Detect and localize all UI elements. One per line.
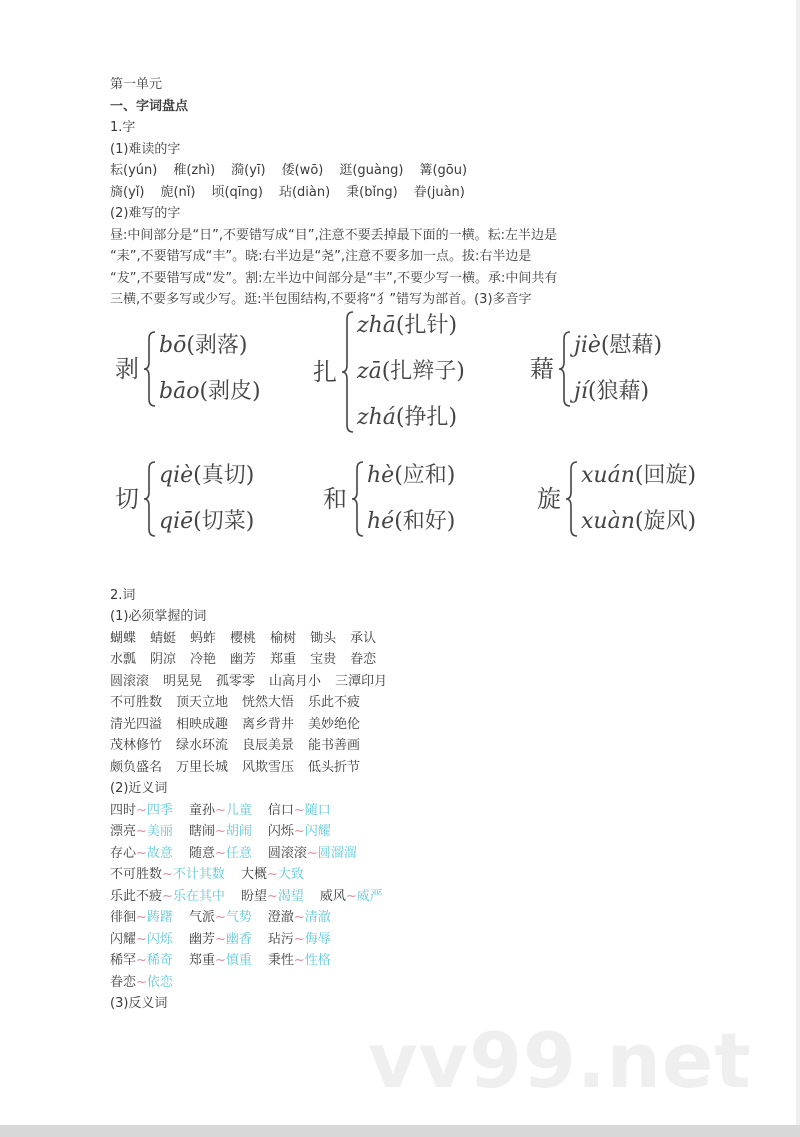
synonym-match: 儿童 [225, 802, 252, 818]
synonym-pair [110, 950, 173, 972]
word-row [110, 757, 710, 779]
hard-read-char: 玷(diàn) [278, 184, 331, 200]
example-word: (剥落) [186, 332, 248, 358]
synonym-pair [110, 929, 173, 951]
tilde-separator: ~ [162, 888, 173, 904]
synonym-word: 乐此不疲 [110, 888, 163, 904]
example-word: (扎辫子) [381, 358, 465, 384]
tilde-separator: ~ [136, 824, 147, 839]
word-item: 风欺雪压 [242, 759, 295, 775]
synonym-pair [110, 907, 173, 929]
example-word: (真切) [193, 462, 255, 488]
example-word: (挣扎) [395, 404, 458, 430]
tilde-separator: ~ [214, 824, 226, 839]
synonym-word: 幽芳 [188, 931, 215, 947]
synonym-match: 胡闹 [225, 824, 252, 839]
synonym-match: 圆溜溜 [317, 845, 357, 861]
word-item: 宝贵 [310, 652, 337, 667]
synonym-word: 童孙 [188, 802, 215, 818]
word-item: 樱桃 [230, 630, 257, 646]
word-item: 绿水环流 [176, 738, 229, 753]
synonym-word: 稀罕 [110, 953, 137, 968]
word-item: 山高月小 [269, 673, 322, 689]
synonym-pair [189, 821, 252, 843]
synonym-word: 澄澈 [267, 910, 294, 925]
polyphone-reading [159, 507, 254, 537]
synonym-row [110, 821, 710, 843]
pinyin: hé [367, 508, 395, 534]
word-item: 相映成趣 [176, 716, 229, 732]
hard-write-line: “耒”,不要错写成“丰”。晓:右半边是“尧”,注意不要多加一点。拔:右半边是 [110, 249, 532, 264]
word-item: 眷恋 [350, 652, 377, 667]
tilde-separator: ~ [136, 910, 147, 925]
word-item: 蜻蜓 [150, 630, 177, 646]
tilde-separator: ~ [214, 910, 226, 925]
word-row [110, 649, 710, 671]
synonym-word: 大概 [240, 867, 267, 882]
synonym-pair [110, 886, 225, 908]
pinyin: jí [574, 378, 588, 404]
polyphone-reading [581, 507, 696, 537]
must-know-heading: (1)必须掌握的词 [110, 609, 207, 624]
word-item: 承认 [350, 630, 377, 646]
hard-read-char: 顷(qīng) [211, 184, 263, 200]
watermark: vv99.net [368, 1016, 752, 1105]
synonym-pair [268, 843, 357, 865]
polyphone-char: 和 [323, 484, 347, 513]
hard-read-row [110, 182, 710, 204]
synonym-pair [110, 843, 173, 865]
words-heading: 2.词 [110, 587, 136, 603]
synonym-match: 美丽 [146, 824, 173, 839]
polyphone-reading [357, 311, 457, 341]
pinyin: hè [367, 462, 395, 488]
polyphone-reading [159, 377, 261, 407]
word-row [110, 714, 710, 736]
synonym-row [110, 907, 710, 929]
hard-read-char: 秉(bǐng) [346, 184, 398, 200]
hard-read-char: 眷(juàn) [413, 184, 465, 200]
polyphone-reading [159, 331, 248, 361]
synonym-match: 四季 [146, 802, 173, 818]
word-item: 圆滚滚 [110, 673, 150, 689]
synonyms-heading: (2)近义词 [110, 781, 168, 796]
word-item: 良辰美景 [242, 738, 295, 753]
hard-read-char: 篝(gōu) [419, 163, 468, 178]
pinyin: zā [357, 358, 382, 384]
synonym-match: 任意 [225, 845, 252, 861]
synonym-match: 故意 [146, 845, 173, 861]
hard-write-line: “犮”,不要错写成“发”。割:左半边中间部分是“丰”,不要少写一横。承:中间共有 [110, 270, 558, 286]
word-item: 水瓢 [110, 652, 137, 667]
word-item: 能书善画 [308, 738, 361, 753]
word-item: 阴凉 [150, 652, 177, 667]
synonym-pair [241, 864, 304, 886]
synonym-match: 侮辱 [304, 931, 331, 947]
brace-icon [351, 461, 365, 537]
synonym-row [110, 972, 710, 994]
tilde-separator: ~ [214, 953, 226, 968]
tilde-separator: ~ [136, 802, 147, 818]
pinyin: zhā [357, 312, 396, 338]
synonym-match: 稀奇 [146, 953, 173, 968]
synonym-row [110, 886, 710, 908]
synonym-match: 踌躇 [146, 910, 173, 925]
brace-icon [143, 331, 157, 407]
synonym-word: 闪耀 [110, 931, 137, 947]
pinyin: zhá [357, 404, 396, 430]
example-word: (扎针) [395, 312, 458, 338]
pinyin: jiè [574, 332, 601, 358]
tilde-separator: ~ [293, 910, 305, 925]
example-word: (慰藉) [600, 332, 663, 358]
synonym-word: 玷污 [267, 931, 294, 947]
brace-icon [558, 331, 572, 407]
polyphone-char: 藉 [530, 354, 554, 383]
antonyms-heading: (3)反义词 [110, 996, 168, 1011]
synonym-row [110, 843, 710, 865]
synonym-pair [268, 907, 331, 929]
synonym-row [110, 864, 710, 886]
hard-write-line: 昼:中间部分是“日”,不要错写成“目”,注意不要丢掉最下面的一横。耘:左半边是 [110, 227, 557, 243]
synonym-word: 盼望 [240, 888, 267, 904]
polyphone-reading [357, 357, 465, 387]
synonym-word: 瞎闹 [188, 824, 215, 839]
synonym-word: 圆滚滚 [267, 845, 307, 861]
pinyin: qiè [159, 462, 194, 488]
word-item: 离乡背井 [242, 716, 295, 732]
synonym-row [110, 929, 710, 951]
word-item: 蝴蝶 [110, 630, 137, 646]
hard-read-heading: (1)难读的字 [110, 141, 181, 157]
tilde-separator: ~ [293, 931, 305, 947]
pinyin: bāo [159, 378, 200, 404]
word-item: 孤零零 [216, 673, 256, 689]
unit-title: 第一单元 [110, 77, 163, 92]
synonym-pair [110, 821, 173, 843]
polyphone-reading [367, 507, 455, 537]
synonym-pair [110, 972, 173, 994]
word-row [110, 628, 710, 650]
tilde-separator: ~ [136, 931, 147, 947]
pinyin: bō [159, 332, 187, 358]
word-item: 幽芳 [230, 652, 257, 667]
polyphone-char: 扎 [313, 357, 337, 386]
synonym-match: 随口 [304, 802, 331, 818]
synonym-match: 气势 [225, 910, 252, 925]
tilde-separator: ~ [162, 867, 173, 882]
word-item: 榆树 [270, 630, 297, 646]
example-word: (和好) [394, 508, 456, 534]
synonyms-list [110, 800, 710, 994]
tilde-separator: ~ [293, 802, 305, 818]
word-item: 郑重 [270, 652, 297, 667]
word-item: 冷艳 [190, 652, 217, 667]
synonym-word: 威风 [319, 888, 346, 904]
word-item: 三潭印月 [335, 673, 388, 689]
pinyin: qiē [159, 508, 194, 534]
tilde-separator: ~ [136, 845, 147, 861]
synonym-word: 郑重 [188, 953, 215, 968]
hard-read-char: 稚(zhì) [173, 163, 216, 178]
tilde-separator: ~ [306, 845, 318, 861]
hard-write-line: 三横,不要多写或少写。逛:半包围结构,不要将“犭”错写为部首。(3)多音字 [110, 292, 532, 307]
synonym-match: 威严 [356, 888, 383, 904]
synonym-match: 闪烁 [146, 931, 173, 947]
tilde-separator: ~ [293, 824, 305, 839]
page-bottom-edge [0, 1125, 800, 1137]
word-item: 万里长城 [176, 759, 229, 775]
hard-write-paragraph [110, 225, 650, 311]
synonym-pair [189, 907, 252, 929]
synonym-pair [110, 800, 173, 822]
synonym-match: 慎重 [225, 953, 252, 968]
brace-icon [143, 461, 157, 537]
word-item: 顶天立地 [176, 695, 229, 710]
synonym-match: 性格 [304, 953, 331, 968]
pinyin: xuán [581, 462, 635, 488]
polyphone-char: 切 [115, 484, 139, 513]
synonym-match: 闪耀 [304, 824, 331, 839]
hard-read-char: 倭(wō) [281, 163, 324, 178]
word-item: 美妙绝伦 [308, 716, 361, 732]
page-right-edge [796, 0, 800, 1137]
synonym-word: 闪烁 [267, 824, 294, 839]
polyphone-reading [367, 461, 455, 491]
synonym-match: 不计其数 [172, 867, 225, 882]
synonym-pair [268, 800, 331, 822]
tilde-separator: ~ [293, 953, 305, 968]
polyphone-char: 剥 [115, 354, 139, 383]
brace-icon [341, 311, 355, 433]
word-row [110, 692, 710, 714]
section-title: 一、字词盘点 [110, 98, 189, 114]
tilde-separator: ~ [214, 931, 226, 947]
synonym-word: 眷恋 [110, 974, 137, 990]
example-word: (回旋) [634, 462, 697, 488]
word-row [110, 671, 710, 693]
tilde-separator: ~ [345, 888, 357, 904]
polyphone-reading [574, 331, 662, 361]
word-item: 低头折节 [308, 759, 361, 775]
synonym-pair [268, 929, 331, 951]
synonym-row [110, 800, 710, 822]
word-item: 茂林修竹 [110, 738, 163, 753]
brace-icon [565, 461, 579, 537]
synonym-pair [189, 843, 252, 865]
hard-read-char: 旎(nǐ) [160, 184, 196, 200]
synonym-pair [268, 950, 331, 972]
synonym-pair [189, 800, 252, 822]
hard-read-char: 漪(yī) [231, 163, 266, 178]
synonym-pair [189, 929, 252, 951]
synonym-match: 幽香 [225, 931, 252, 947]
pinyin: xuàn [581, 508, 635, 534]
example-word: (剥皮) [199, 378, 261, 404]
tilde-separator: ~ [214, 845, 226, 861]
hard-read-char: 逛(guàng) [339, 163, 404, 178]
synonym-pair [320, 886, 383, 908]
tilde-separator: ~ [214, 802, 226, 818]
tilde-separator: ~ [266, 888, 278, 904]
polyphone-reading [357, 403, 457, 433]
hard-write-heading: (2)难写的字 [110, 206, 181, 221]
word-item: 清光四溢 [110, 716, 163, 732]
tilde-separator: ~ [136, 953, 147, 968]
synonym-word: 气派 [188, 910, 215, 925]
word-item: 蚂蚱 [190, 630, 217, 646]
polyphone-reading [581, 461, 696, 491]
chars-heading: 1.字 [110, 120, 136, 135]
example-word: (狼藉) [587, 378, 650, 404]
synonym-match: 清澈 [304, 910, 331, 925]
synonym-pair [268, 821, 331, 843]
word-item: 乐此不疲 [308, 695, 361, 710]
synonym-word: 秉性 [267, 953, 294, 968]
word-item: 颇负盛名 [110, 759, 163, 775]
word-item: 明晃晃 [163, 673, 203, 689]
synonym-pair [189, 950, 252, 972]
example-word: (旋风) [634, 508, 697, 534]
synonym-word: 不可胜数 [110, 867, 163, 882]
example-word: (切菜) [193, 508, 255, 534]
synonym-match: 大致 [277, 867, 304, 882]
word-item: 恍然大悟 [242, 695, 295, 710]
synonym-match: 渴望 [277, 888, 304, 904]
hard-read-list [110, 160, 710, 203]
word-item: 不可胜数 [110, 695, 163, 710]
synonym-word: 四时 [110, 802, 137, 818]
hard-read-row [110, 160, 710, 182]
tilde-separator: ~ [266, 867, 278, 882]
tilde-separator: ~ [136, 974, 147, 990]
example-word: (应和) [394, 462, 456, 488]
synonym-word: 漂亮 [110, 824, 137, 839]
synonym-word: 徘徊 [110, 910, 137, 925]
synonym-match: 乐在其中 [172, 888, 225, 904]
polyphone-reading [159, 461, 254, 491]
word-row [110, 735, 710, 757]
synonym-word: 存心 [110, 845, 137, 861]
polyphone-reading [574, 377, 649, 407]
word-item: 锄头 [310, 630, 337, 646]
document-body [110, 74, 710, 1015]
must-know-list [110, 628, 710, 779]
polyphone-char: 旋 [537, 484, 561, 513]
synonym-word: 信口 [267, 802, 294, 818]
synonym-pair [110, 864, 225, 886]
polyphone-section [110, 311, 710, 585]
synonym-pair [241, 886, 304, 908]
synonym-row [110, 950, 710, 972]
synonym-word: 随意 [188, 845, 215, 861]
hard-read-char: 耘(yún) [110, 163, 158, 178]
synonym-match: 依恋 [146, 974, 173, 990]
hard-read-char: 旖(yǐ) [110, 184, 145, 200]
